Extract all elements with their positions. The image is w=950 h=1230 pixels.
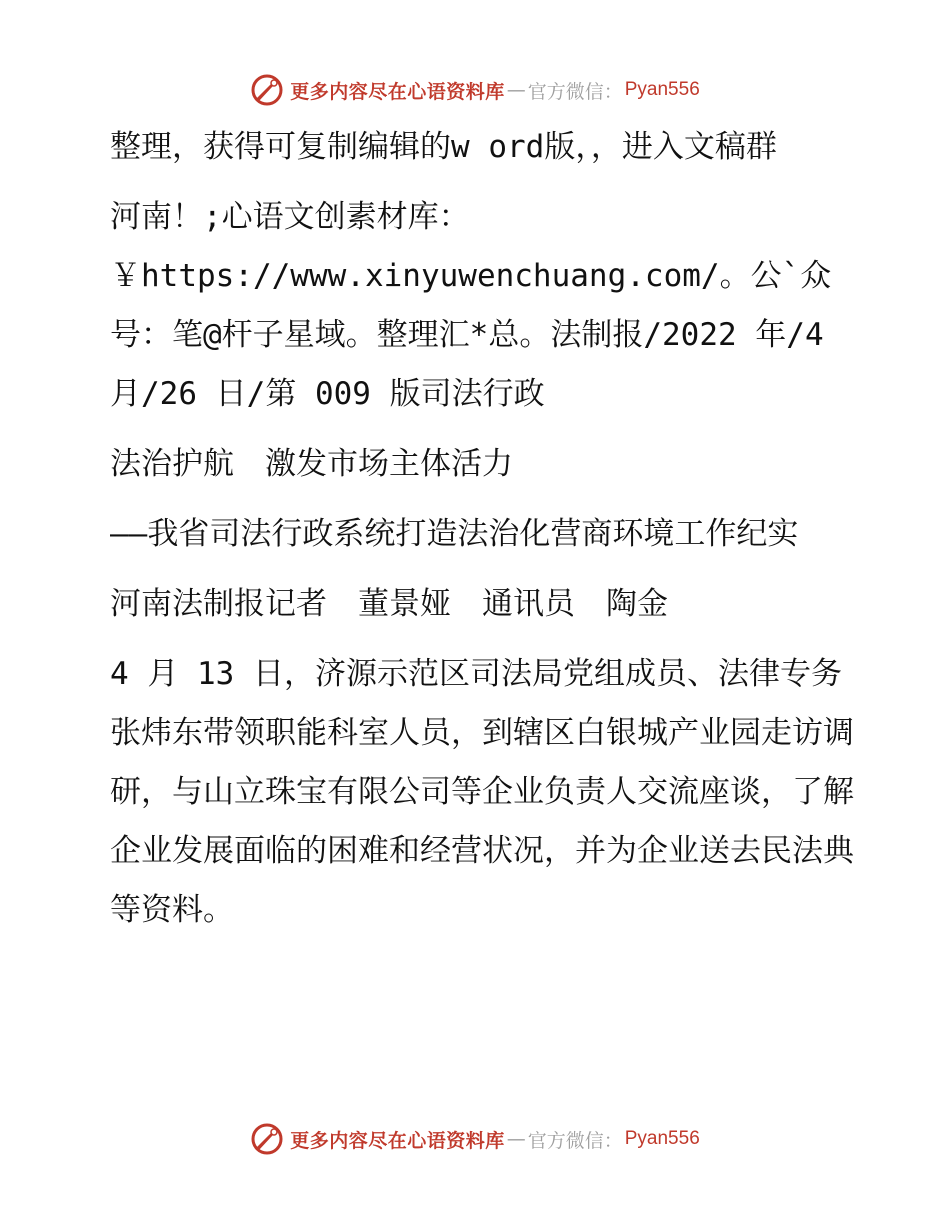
banner-account: Pyan556 [624,79,700,100]
article-subtitle: ——我省司法行政系统打造法治化营商环境工作纪实 [110,516,799,552]
banner-official-label: 官方微信： [527,80,623,103]
brush-logo-icon [250,1122,284,1156]
banner-account: Pyan556 [624,1128,700,1149]
paragraph-source: 河南！;心语文创素材库： ￥https://www.xinyuwenchuang.com/。公`众号：笔@杆子星域。整理汇*总。法制报/2022 年/4 月/26 日/第 009 版司法行政 [110,199,832,412]
brush-logo-icon [250,73,284,107]
banner-title: 更多内容尽在心语资料库 [290,80,505,103]
banner-title: 更多内容尽在心语资料库 [290,1129,505,1152]
paragraph-intro: 整理，获得可复制编辑的w ord版，，进入文稿群 [110,129,777,165]
document-body [96,118,856,951]
footer-banner [0,1119,950,1159]
article-byline: 河南法制报记者 董景娅 通讯员 陶金 [110,586,668,622]
header-banner [0,70,950,110]
banner-separator: — [506,79,526,101]
banner-separator: — [506,1128,526,1150]
banner-official-label: 官方微信： [527,1129,623,1152]
article-title: 法治护航 激发市场主体活力 [110,446,513,482]
article-paragraph: 4 月 13 日，济源示范区司法局党组成员、法律专务张炜东带领职能科室人员，到辖区白银城产业园走访调研，与山立珠宝有限公司等企业负责人交流座谈，了解企业发展面临的困难和经营状况，并为企业送去民法典等资料。 [110,656,854,928]
